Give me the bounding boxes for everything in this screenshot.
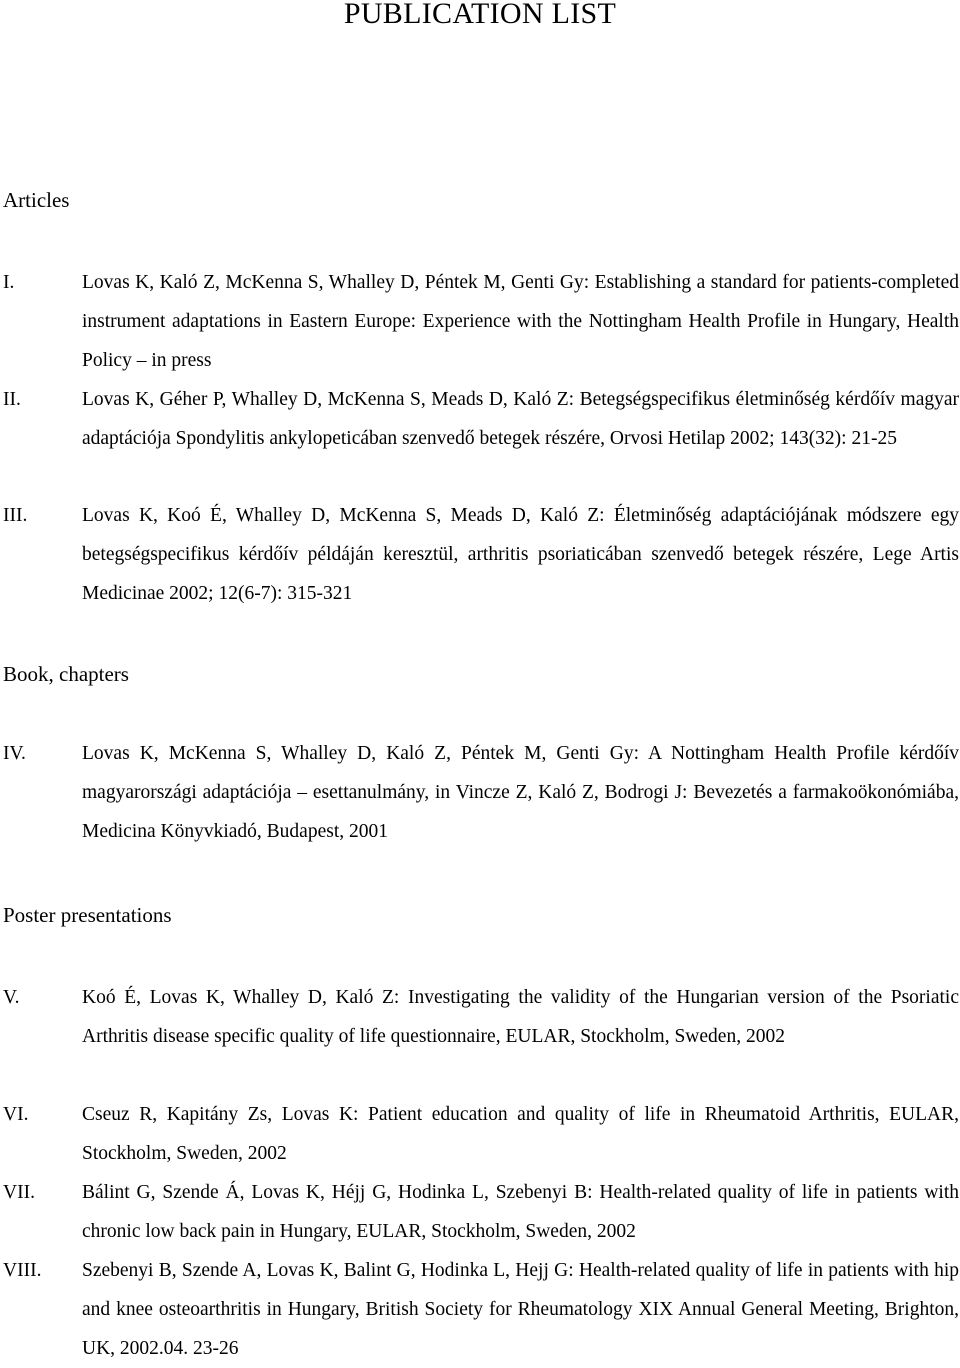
entry-number: VII. [3,1182,35,1203]
entry-text: Bálint G, Szende Á, Lovas K, Héjj G, Hodinka L, Szebenyi B: Health-related quality of life in patients with chronic low back pain in Hungary, EULAR, Stockholm, Sweden, 2002 [82,1182,959,1242]
entry-number: II. [3,389,21,410]
entry-number: IV. [3,743,26,764]
entry-text: Lovas K, McKenna S, Whalley D, Kaló Z, Péntek M, Genti Gy: A Nottingham Health Profile kérdőív magyarországi adaptációja – esettanulmány, in Vincze Z, Kaló Z, Bodrogi J: Bevezetés a farmakoökonómiába, Medicina Könyvkiadó, Budapest, 2001 [82,743,959,842]
section-heading-poster-presentations: Poster presentations [3,903,172,927]
page-title: PUBLICATION LIST [343,0,617,30]
entry-text: Lovas K, Kaló Z, McKenna S, Whalley D, Péntek M, Genti Gy: Establishing a standard for patients-completed instrument adaptations in Eastern Europe: Experience with the Nottingham Health Profile in Hungary, Health Policy – in press [82,272,959,371]
entry-number: I. [3,272,15,293]
section-heading-book-chapters: Book, chapters [3,662,129,686]
entry-text: Cseuz R, Kapitány Zs, Lovas K: Patient education and quality of life in Rheumatoid Arthritis, EULAR, Stockholm, Sweden, 2002 [82,1104,959,1164]
entry-text: Lovas K, Koó É, Whalley D, McKenna S, Meads D, Kaló Z: Életminőség adaptációjának módszere egy betegségspecifikus kérdőív példáján keresztül, arthritis psoriaticában szenvedő betegek részére, Lege Artis Medicinae 2002; 12(6-7): 315-321 [82,505,959,604]
entry-number: VI. [3,1104,29,1125]
entry-text: Szebenyi B, Szende A, Lovas K, Balint G, Hodinka L, Hejj G: Health-related quality of life in patients with hip and knee osteoarthritis in Hungary, British Society for Rheumatology XIX Annual General Meeting, Brighton, UK, 2002.04. 23-26 [82,1260,959,1359]
entry-number: V. [3,987,20,1008]
entry-text: Lovas K, Géher P, Whalley D, McKenna S, Meads D, Kaló Z: Betegségspecifikus életminőség kérdőív magyar adaptációja Spondylitis ankylopeticában szenvedő betegek részére, Orvosi Hetilap 2002; 143(32): 21-25 [82,389,959,449]
section-heading-articles: Articles [3,188,70,212]
entry-number: III. [3,505,28,526]
entry-number: VIII. [3,1260,42,1281]
entry-text: Koó É, Lovas K, Whalley D, Kaló Z: Investigating the validity of the Hungarian version of the Psoriatic Arthritis disease specific quality of life questionnaire, EULAR, Stockholm, Sweden, 2002 [82,987,959,1047]
